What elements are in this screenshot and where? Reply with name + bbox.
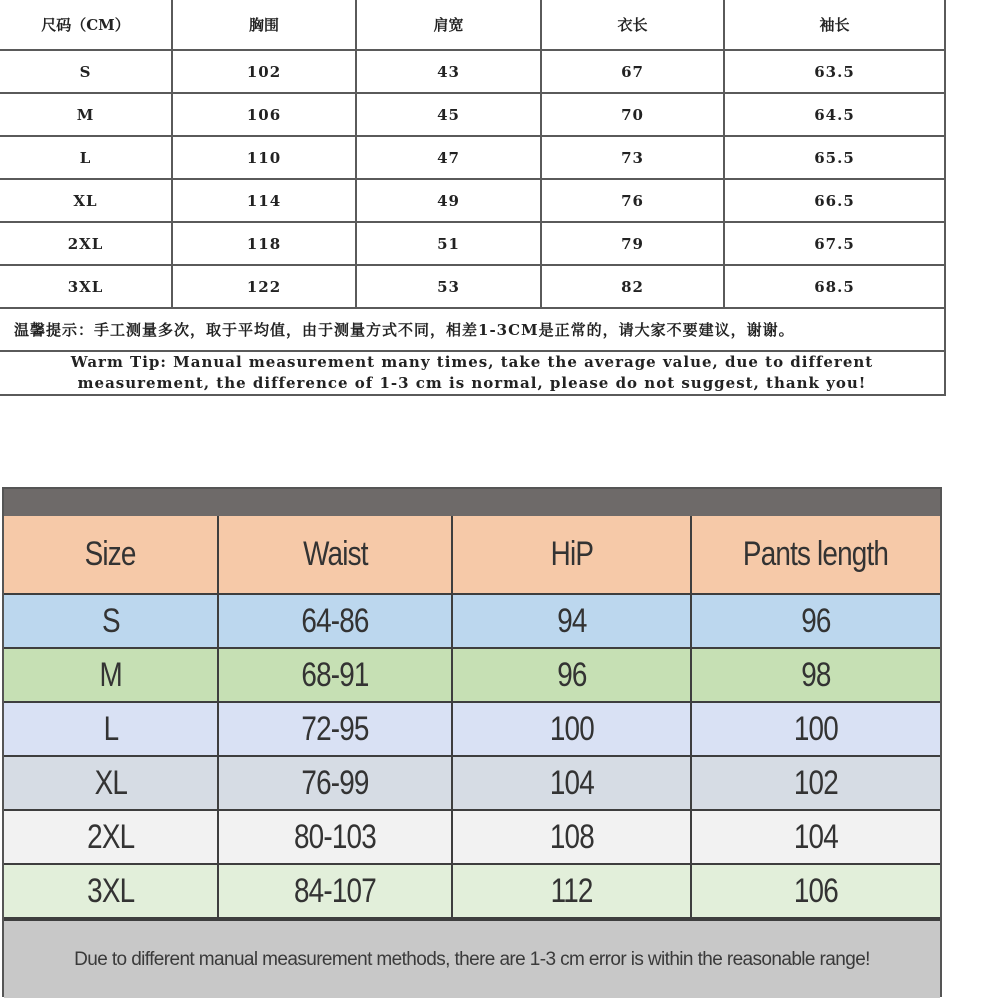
cell-chest: 106 <box>172 93 356 136</box>
cell-length: 82 <box>541 265 724 308</box>
cell-sleeve: 64.5 <box>724 93 945 136</box>
table-row <box>4 756 940 810</box>
cell-length: 79 <box>541 222 724 265</box>
cell-sleeve: 66.5 <box>724 179 945 222</box>
cell-shoulder: 53 <box>356 265 541 308</box>
warm-tip-english <box>0 351 945 395</box>
table-header-row <box>4 516 940 594</box>
cell-size: XL <box>4 756 218 810</box>
header-waist: Waist <box>218 516 452 594</box>
header-size: Size <box>4 516 218 594</box>
top-size-table <box>0 0 946 396</box>
warm-tip-english-line-2: measurement, the difference of 1-3 cm is normal, please do not suggest, thank you! <box>77 374 867 392</box>
table-row <box>0 222 945 265</box>
cell-size: L <box>0 136 172 179</box>
cell-shoulder: 51 <box>356 222 541 265</box>
table-header-row <box>0 0 945 50</box>
cell-chest: 122 <box>172 265 356 308</box>
table-row <box>4 810 940 864</box>
cell-size: 2XL <box>4 810 218 864</box>
cell-waist: 72-95 <box>218 702 452 756</box>
table-row <box>0 93 945 136</box>
cell-length: 70 <box>541 93 724 136</box>
header-hip: HiP <box>452 516 691 594</box>
cell-hip: 96 <box>452 648 691 702</box>
cell-hip: 94 <box>452 594 691 648</box>
warm-tip-english-line-1: Warm Tip: Manual measurement many times, take the average value, due to different <box>70 353 874 371</box>
cell-sleeve: 68.5 <box>724 265 945 308</box>
cell-shoulder: 45 <box>356 93 541 136</box>
cell-size: S <box>0 50 172 93</box>
cell-pants-length: 98 <box>691 648 940 702</box>
cell-size: XL <box>0 179 172 222</box>
top-size-chart <box>0 0 945 483</box>
table-row <box>0 179 945 222</box>
header-shoulder: 肩宽 <box>356 0 541 50</box>
cell-shoulder: 47 <box>356 136 541 179</box>
measurement-note: Due to different manual measurement methods, there are 1-3 cm error is within the reasonable range! <box>4 919 940 998</box>
cell-shoulder: 49 <box>356 179 541 222</box>
cell-hip: 108 <box>452 810 691 864</box>
cell-hip: 100 <box>452 702 691 756</box>
cell-waist: 68-91 <box>218 648 452 702</box>
header-pants-length: Pants length <box>691 516 940 594</box>
cell-hip: 104 <box>452 756 691 810</box>
cell-pants-length: 106 <box>691 864 940 918</box>
header-band <box>4 489 940 516</box>
tip-en-row <box>0 351 945 395</box>
warm-tip-chinese: 温馨提示：手工测量多次，取于平均值，由于测量方式不同，相差1-3CM是正常的，请大家不要建议，谢谢。 <box>0 308 945 351</box>
cell-chest: 102 <box>172 50 356 93</box>
cell-pants-length: 104 <box>691 810 940 864</box>
cell-size: 3XL <box>4 864 218 918</box>
table-row <box>0 265 945 308</box>
cell-chest: 114 <box>172 179 356 222</box>
cell-chest: 118 <box>172 222 356 265</box>
table-row <box>4 702 940 756</box>
cell-sleeve: 65.5 <box>724 136 945 179</box>
cell-size: M <box>4 648 218 702</box>
header-length: 衣长 <box>541 0 724 50</box>
cell-length: 76 <box>541 179 724 222</box>
cell-sleeve: 63.5 <box>724 50 945 93</box>
table-row <box>4 864 940 918</box>
cell-size: S <box>4 594 218 648</box>
cell-pants-length: 102 <box>691 756 940 810</box>
cell-shoulder: 43 <box>356 50 541 93</box>
cell-length: 67 <box>541 50 724 93</box>
cell-length: 73 <box>541 136 724 179</box>
table-row <box>0 136 945 179</box>
header-size-cm: 尺码（CM） <box>0 0 172 50</box>
table-row <box>0 50 945 93</box>
cell-size: 3XL <box>0 265 172 308</box>
header-sleeve: 袖长 <box>724 0 945 50</box>
pants-size-chart <box>2 487 942 997</box>
cell-hip: 112 <box>452 864 691 918</box>
cell-sleeve: 67.5 <box>724 222 945 265</box>
cell-waist: 84-107 <box>218 864 452 918</box>
header-chest: 胸围 <box>172 0 356 50</box>
tip-cn-row <box>0 308 945 351</box>
table-row <box>4 594 940 648</box>
cell-waist: 64-86 <box>218 594 452 648</box>
table-row <box>4 648 940 702</box>
cell-chest: 110 <box>172 136 356 179</box>
cell-size: M <box>0 93 172 136</box>
cell-size: 2XL <box>0 222 172 265</box>
cell-size: L <box>4 702 218 756</box>
pants-size-table <box>4 516 940 919</box>
cell-waist: 76-99 <box>218 756 452 810</box>
cell-waist: 80-103 <box>218 810 452 864</box>
cell-pants-length: 96 <box>691 594 940 648</box>
cell-pants-length: 100 <box>691 702 940 756</box>
